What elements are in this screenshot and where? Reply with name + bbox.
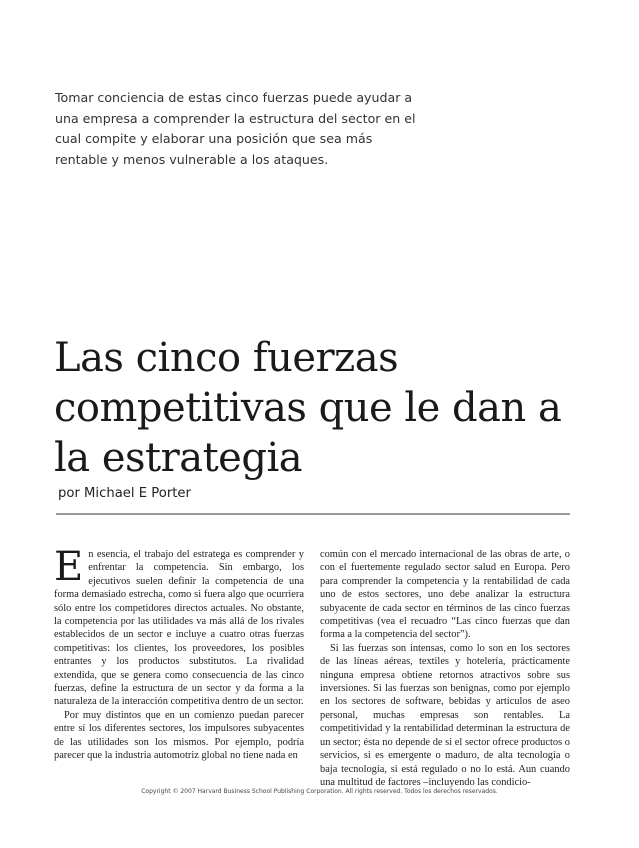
drop-cap: E	[54, 544, 84, 590]
article-paragraph: Por muy distintos que en un comienzo puedan parecer entre sí los diferentes sectores, los impulsores subyacentes de las utilidades son los mismos. Por ejemplo, podría parecer que la industria automotriz global no tiene nada en	[54, 709, 304, 762]
article-column-left	[54, 544, 304, 763]
paragraph-text: n esencia, el trabajo del estratega es comprender y enfrentar la competencia. Sin embargo, los ejecutivos suelen definir la competencia de una forma demasiado estrecha, como si fuera algo que ocurriera sólo entre los competidores directos actuales. No obstante, la competencia por las utilidades va más allá de los rivales establecidos de un sector e incluye a cuatro otras fuerzas competitivas: los clientes, los proveedores, los posibles entrantes y los productos substitutos. La rivalidad extendida, que se genera como consecuencia de las cinco fuerzas, define la estructura de un sector y da forma a la naturaleza de la interacción competitiva dentro de un sector.	[54, 549, 304, 708]
copyright-footer: Copyright © 2007 Harvard Business School Publishing Corporation. All rights reserved. Todos los derechos reservados.	[141, 788, 498, 795]
article-paragraph: Si las fuerzas son intensas, como lo son en los sectores de las líneas aéreas, textiles y hotelería, prácticamente ninguna empresa obtiene retornos atractivos sobre sus inversiones. Si las fuerzas son benignas, como por ejemplo en los sectores de software, bebidas y artículos de aseo personal, muchas empresas son rentables. La competitividad y la rentabilidad determinan la estructura de un sector; ésta no depende de si el sector ofrece productos o servicios, si es emergente o maduro, de alta tecnología o baja tecnología, si está regulado o no lo está. Aun cuando una multitud de factores –incluyendo las condicio-	[320, 642, 570, 788]
author-byline: por Michael E Porter	[58, 486, 191, 501]
article-paragraph: común con el mercado internacional de las obras de arte, o con el fuertemente regulado sector salud en Europa. Pero para comprender la competencia y la rentabilidad de cada uno de estos sectores, uno debe analizar la estructura subyacente de cada sector en términos de las cinco fuerzas competitivas (vea el recuadro “Las cinco fuerzas que dan forma a la competencia del sector”).	[320, 549, 570, 641]
title-divider	[56, 513, 570, 515]
intro-paragraph: Tomar conciencia de estas cinco fuerzas puede ayudar a una empresa a comprender la estructura del sector en el cual compite y elaborar una posición que sea más rentable y menos vulnerable a los ataques.	[55, 90, 416, 167]
article-paragraph	[54, 544, 304, 709]
article-column-right	[320, 548, 570, 789]
article-title: Las cinco fuerzas competitivas que le dan a la estrategia	[54, 335, 562, 481]
